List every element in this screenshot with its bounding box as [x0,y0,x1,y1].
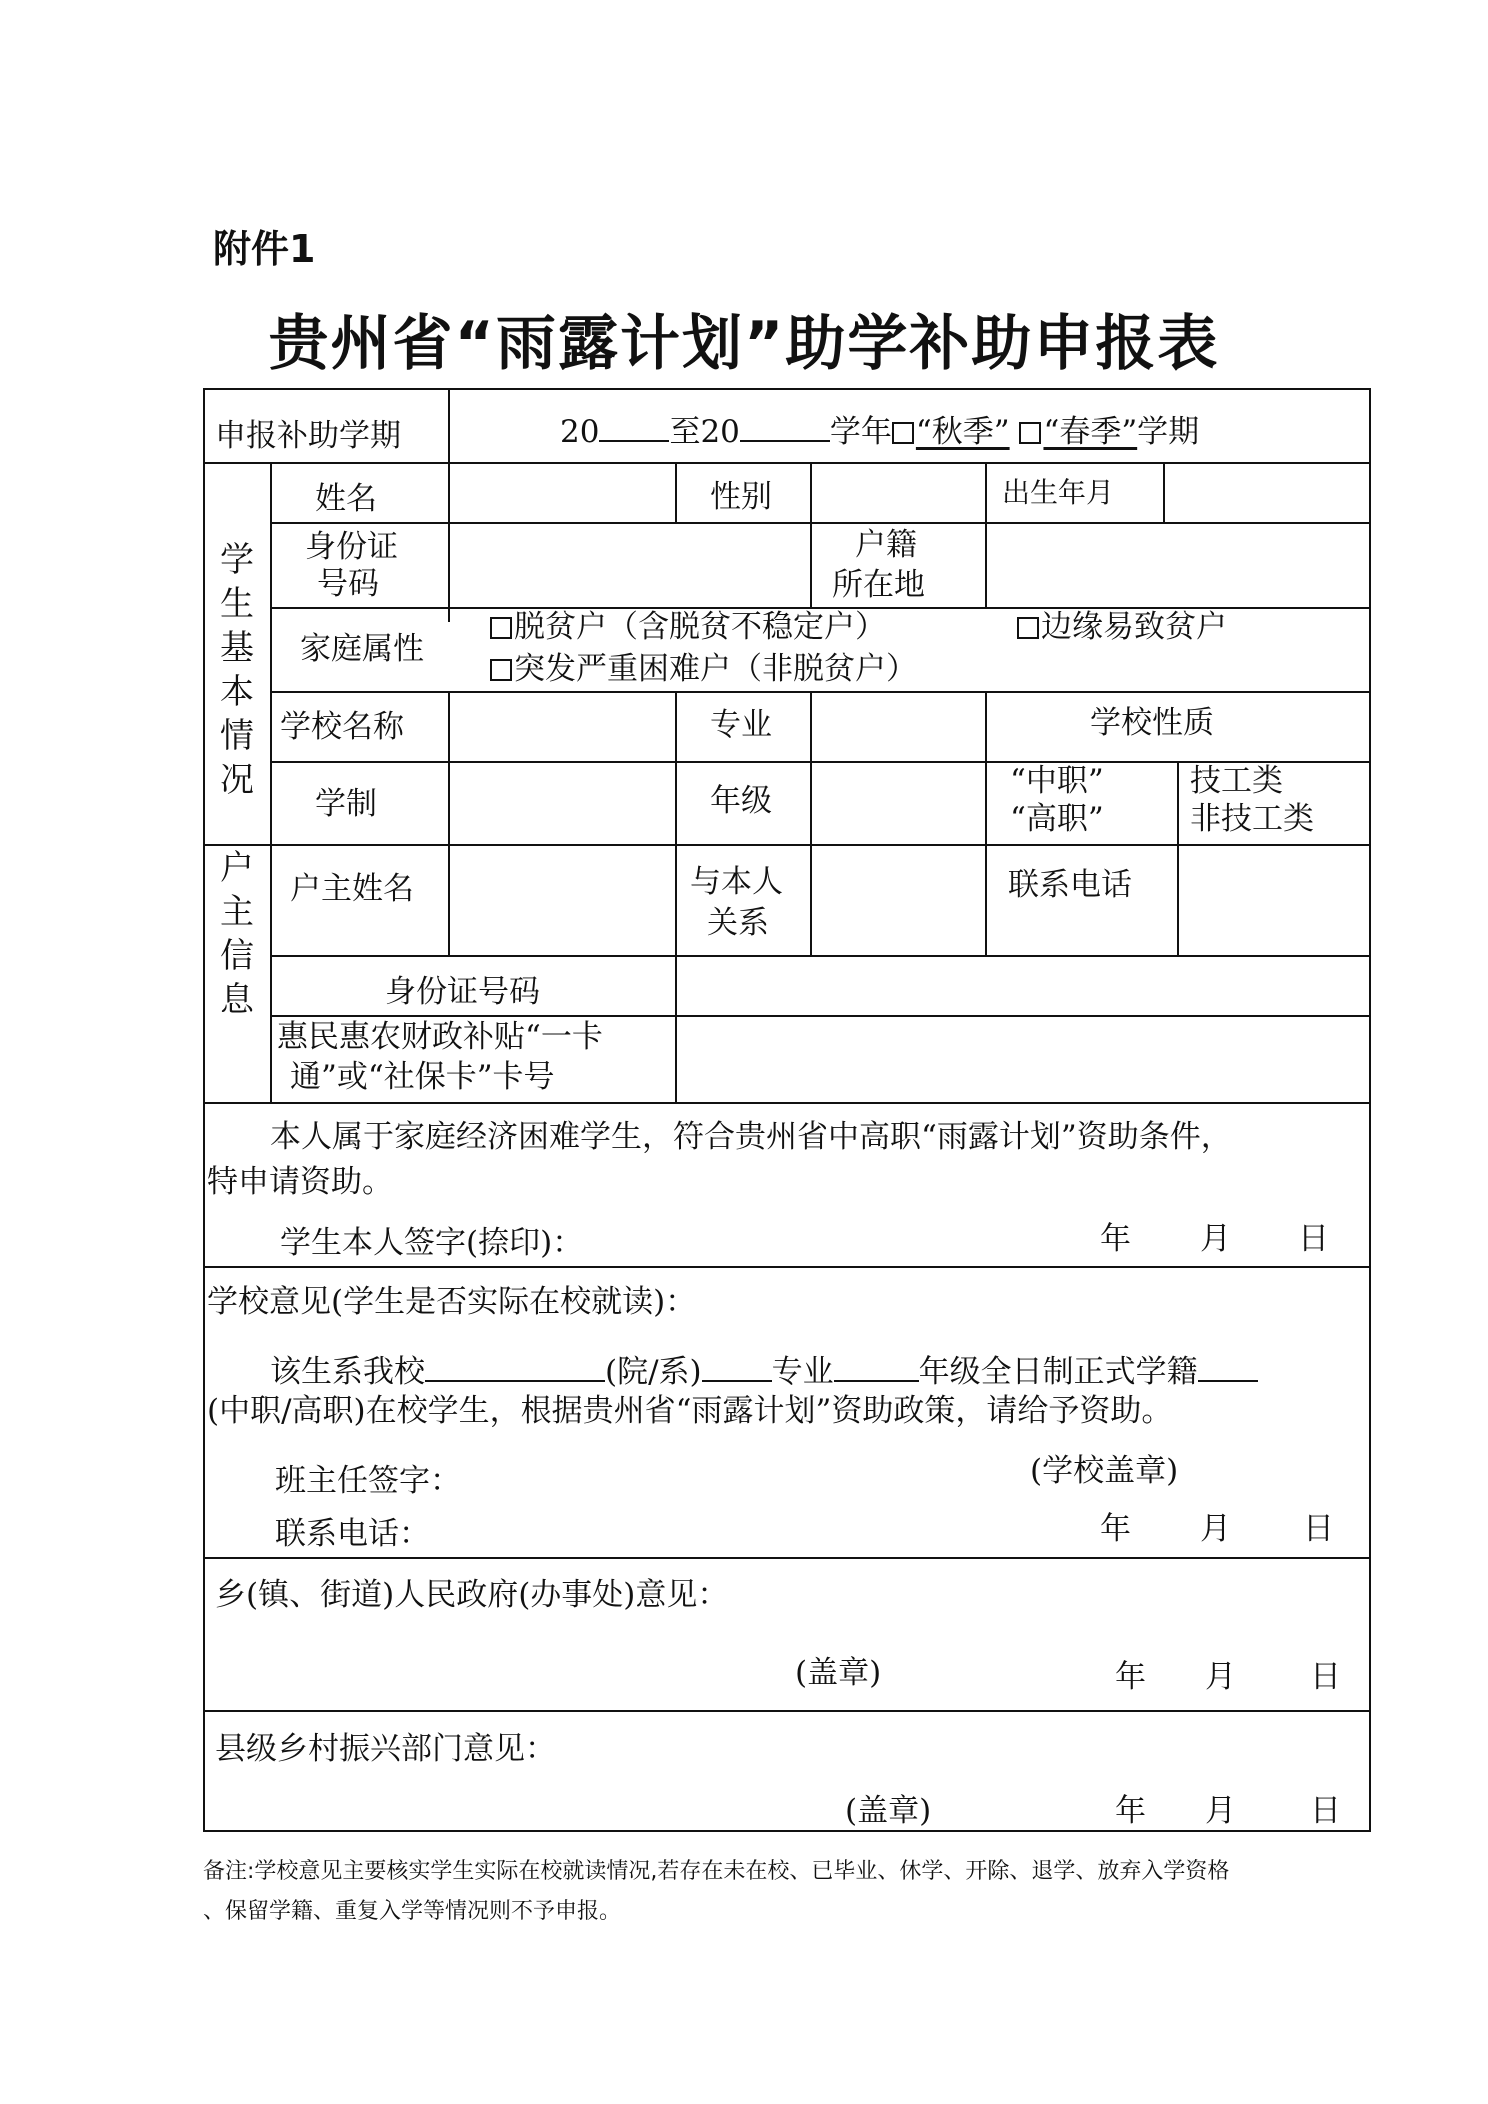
school-opinion-line-2: (中职/高职)在校学生，根据贵州省“雨露计划”资助政策，请给予资助。 [207,1393,1173,1429]
family-option-2: 边缘易致贫户 [1017,608,1227,646]
id-label-1: 身份证 [305,529,398,565]
town-opinion-title: 乡(镇、街道)人民政府(办事处)意见： [215,1577,729,1613]
hukou-label-1: 户籍 [855,527,917,563]
declaration-day: 日 [1298,1221,1329,1257]
card-label-1: 惠民惠农财政补贴“一卡 [277,1019,603,1055]
school-seal-label: (学校盖章) [1030,1453,1179,1489]
household-id-label: 身份证号码 [385,974,540,1010]
family-attribute-label: 家庭属性 [300,631,424,667]
spring-label: “春季” [1043,414,1138,450]
faculty-blank[interactable] [425,1350,605,1382]
family-option-2-checkbox[interactable] [1017,617,1039,639]
grade-blank[interactable] [834,1350,919,1382]
spring-checkbox[interactable] [1019,422,1041,444]
attachment-label: 附件1 [213,227,316,271]
school-type-label: 学校性质 [1090,705,1214,741]
hukou-label-2: 所在地 [832,567,925,603]
footnote [203,1852,1393,1932]
county-month: 月 [1205,1793,1236,1829]
type-feijigong: 非技工类 [1190,801,1314,837]
town-month: 月 [1205,1659,1236,1695]
family-option-1-checkbox[interactable] [490,617,512,639]
family-option-1: 脱贫户（含脱贫不稳定户） [490,608,886,646]
autumn-label: “秋季” [915,414,1010,450]
school-name-label: 学校名称 [280,709,404,745]
declaration-year: 年 [1100,1221,1131,1257]
application-form [203,388,1371,1832]
type-jigong: 技工类 [1190,763,1283,799]
period-label: 申报补助学期 [215,418,401,454]
major-label: 专业 [710,707,772,743]
gender-label: 性别 [710,479,772,515]
period-value: 20 至20 学年 “秋季” “春季”学期 [560,410,1199,451]
school-opinion-title: 学校意见(学生是否实际在校就读)： [207,1284,697,1320]
town-seal-label: (盖章) [795,1655,882,1691]
card-label-2: 通”或“社保卡”卡号 [290,1059,555,1095]
declaration-line-2: 特申请资助。 [207,1164,393,1200]
school-phone-label: 联系电话： [275,1516,430,1552]
county-year: 年 [1115,1793,1146,1829]
autumn-checkbox[interactable] [892,422,914,444]
student-section-label: 学 生 基 本 情 况 [220,540,254,800]
household-section-label: 户 主 信 息 [220,848,254,1020]
county-day: 日 [1310,1793,1341,1829]
id-label-2: 号码 [317,566,379,602]
major-blank[interactable] [702,1350,772,1382]
relation-label-2: 关系 [707,905,769,941]
family-option-3-checkbox[interactable] [490,659,512,681]
school-day: 日 [1303,1511,1334,1547]
birth-label: 出生年月 [1002,476,1115,509]
relation-label-1: 与本人 [690,864,783,900]
year-start-blank[interactable] [599,410,669,442]
teacher-signature-label: 班主任签字： [275,1463,461,1499]
county-seal-label: (盖章) [845,1793,932,1829]
form-title: 贵州省“雨露计划”助学补助申报表 [268,309,1220,379]
year-end-blank[interactable] [740,410,830,442]
level-blank[interactable] [1198,1350,1258,1382]
household-phone-label: 联系电话 [1008,867,1132,903]
family-option-3: 突发严重困难户（非脱贫户） [490,650,917,688]
footnote-line-2: 、保留学籍、重复入学等情况则不予申报。 [203,1899,622,1924]
school-year: 年 [1100,1511,1131,1547]
footnote-line-1: 备注:学校意见主要核实学生实际在校就读情况,若存在未在校、已毕业、休学、开除、退学、放弃入学资格 [203,1859,1230,1884]
name-label: 姓名 [315,481,377,517]
type-gaozhi: “高职” [1010,801,1104,837]
declaration-line-1: 本人属于家庭经济困难学生，符合贵州省中高职“雨露计划”资助条件， [270,1119,1232,1155]
student-signature-label: 学生本人签字(捺印)： [280,1225,584,1261]
town-year: 年 [1115,1659,1146,1695]
school-opinion-line-1: 该生系我校 (院/系) 专业 年级全日制正式学籍 [270,1350,1258,1391]
school-month: 月 [1200,1511,1231,1547]
grade-label: 年级 [710,783,772,819]
type-zhongzhi: “中职” [1010,763,1104,799]
head-name-label: 户主姓名 [290,871,414,907]
county-opinion-title: 县级乡村振兴部门意见： [215,1731,556,1767]
declaration-month: 月 [1200,1221,1231,1257]
school-system-label: 学制 [315,786,377,822]
town-day: 日 [1310,1659,1341,1695]
